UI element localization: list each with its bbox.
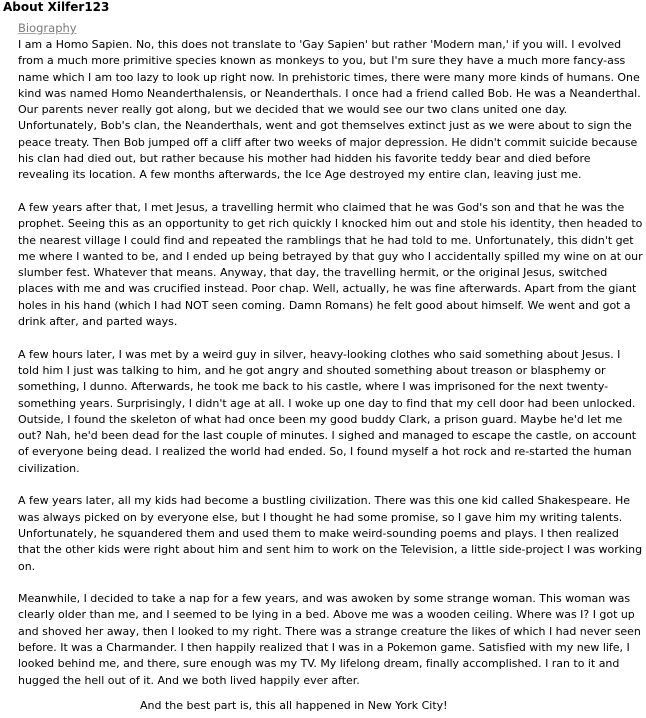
bio-paragraph: A few hours later, I was met by a weird guy in silver, heavy-looking clothes who said something about Jesus. I told him I just was talking to him, and he got angry and shouted something about treason or blasphemy or something, I dunno. Afterwards, he took me back to his castle, where I was imprisoned for the next twenty-something years. Surprisingly, I didn't age at all. I woke up one day to find that my cell door had been unlocked. Outside, I found the skeleton of what had once been my good buddy Clark, a prison guard. Maybe he'd let me out? Nah, he'd been dead for the last couple of minutes. I sighed and managed to escape the castle, on account of everyone being dead. I realized the world had ended. So, I found myself a hot rock and re-started the human civilization.: [18, 347, 637, 475]
page-title: About Xilfer123: [3, 0, 110, 14]
biography-section-link[interactable]: Biography: [18, 21, 77, 35]
bio-paragraph: I am a Homo Sapien. No, this does not translate to 'Gay Sapien' but rather 'Modern man,' if you will. I evolved from a much more primitive species known as monkeys to you, but I'm sure they have a much more fancy-ass name which I am too lazy to look up right now. In prehistoric times, there were many more kinds of humans. One kind was named Homo Neanderthalensis, or Neanderthals. I once had a friend called Bob. He was a Neanderthal. Our parents never really got along, but we decided that we would see our two clans united one day. Unfortunately, Bob's clan, the Neanderthals, went and got themselves extinct just as we were about to sign the peace treaty. Then Bob jumped off a cliff after two weeks of major depression. He didn't commit suicide because his clan had died out, but rather because his mother had hidden his favorite teddy bear and died before revealing its location. A few months afterwards, the Ice Age destroyed my entire clan, leaving just me.: [18, 38, 641, 182]
biography-text: [18, 37, 644, 689]
bio-paragraph: Meanwhile, I decided to take a nap for a few years, and was awoken by some strange woman. This woman was clearly older than me, and I seemed to be lying in a bed. Above me was a wooden ceiling. Where was I? I got up and shoved her away, then I looked to my right. There was a strange creature the likes of which I had never seen before. It was a Charmander. I then happily realized that I was in a Pokemon game. Satisfied with my new life, I looked behind me, and there, sure enough was my TV. My lifelong dream, finally accomplished. I ran to it and hugged the hell out of it. And we both lived happily ever after.: [18, 592, 641, 687]
bio-closing-line: And the best part is, this all happened in New York City!: [140, 699, 448, 712]
bio-paragraph: A few years later, all my kids had become a bustling civilization. There was this one kid called Shakespeare. He was always picked on by everyone else, but I thought he had some promise, so I gave him my writing talents. Unfortunately, he squandered them and used them to make weird-sounding poems and plays. I then realized that the other kids were right about him and sent him to work on the Television, a little side-project I was working on.: [18, 494, 643, 573]
bio-paragraph: A few years after that, I met Jesus, a travelling hermit who claimed that he was God's son and that he was the prophet. Seeing this as an opportunity to get rich quickly I knocked him out and stole his identity, then headed to the nearest village I could find and repeated the ramblings that he had told to me. Unfortunately, this didn't get me where I wanted to be, and I ended up being betrayed by that guy who I accidentally spilled my wine on at our slumber fest. Whatever that means. Anyway, that day, the travelling hermit, or the original Jesus, switched places with me and was crucified instead. Poor chap. Well, actually, he was fine afterwards. Apart from the giant holes in his hand (which I had NOT seen coming. Damn Romans) he felt good about himself. We went and got a drink after, and parted ways.: [18, 200, 643, 329]
